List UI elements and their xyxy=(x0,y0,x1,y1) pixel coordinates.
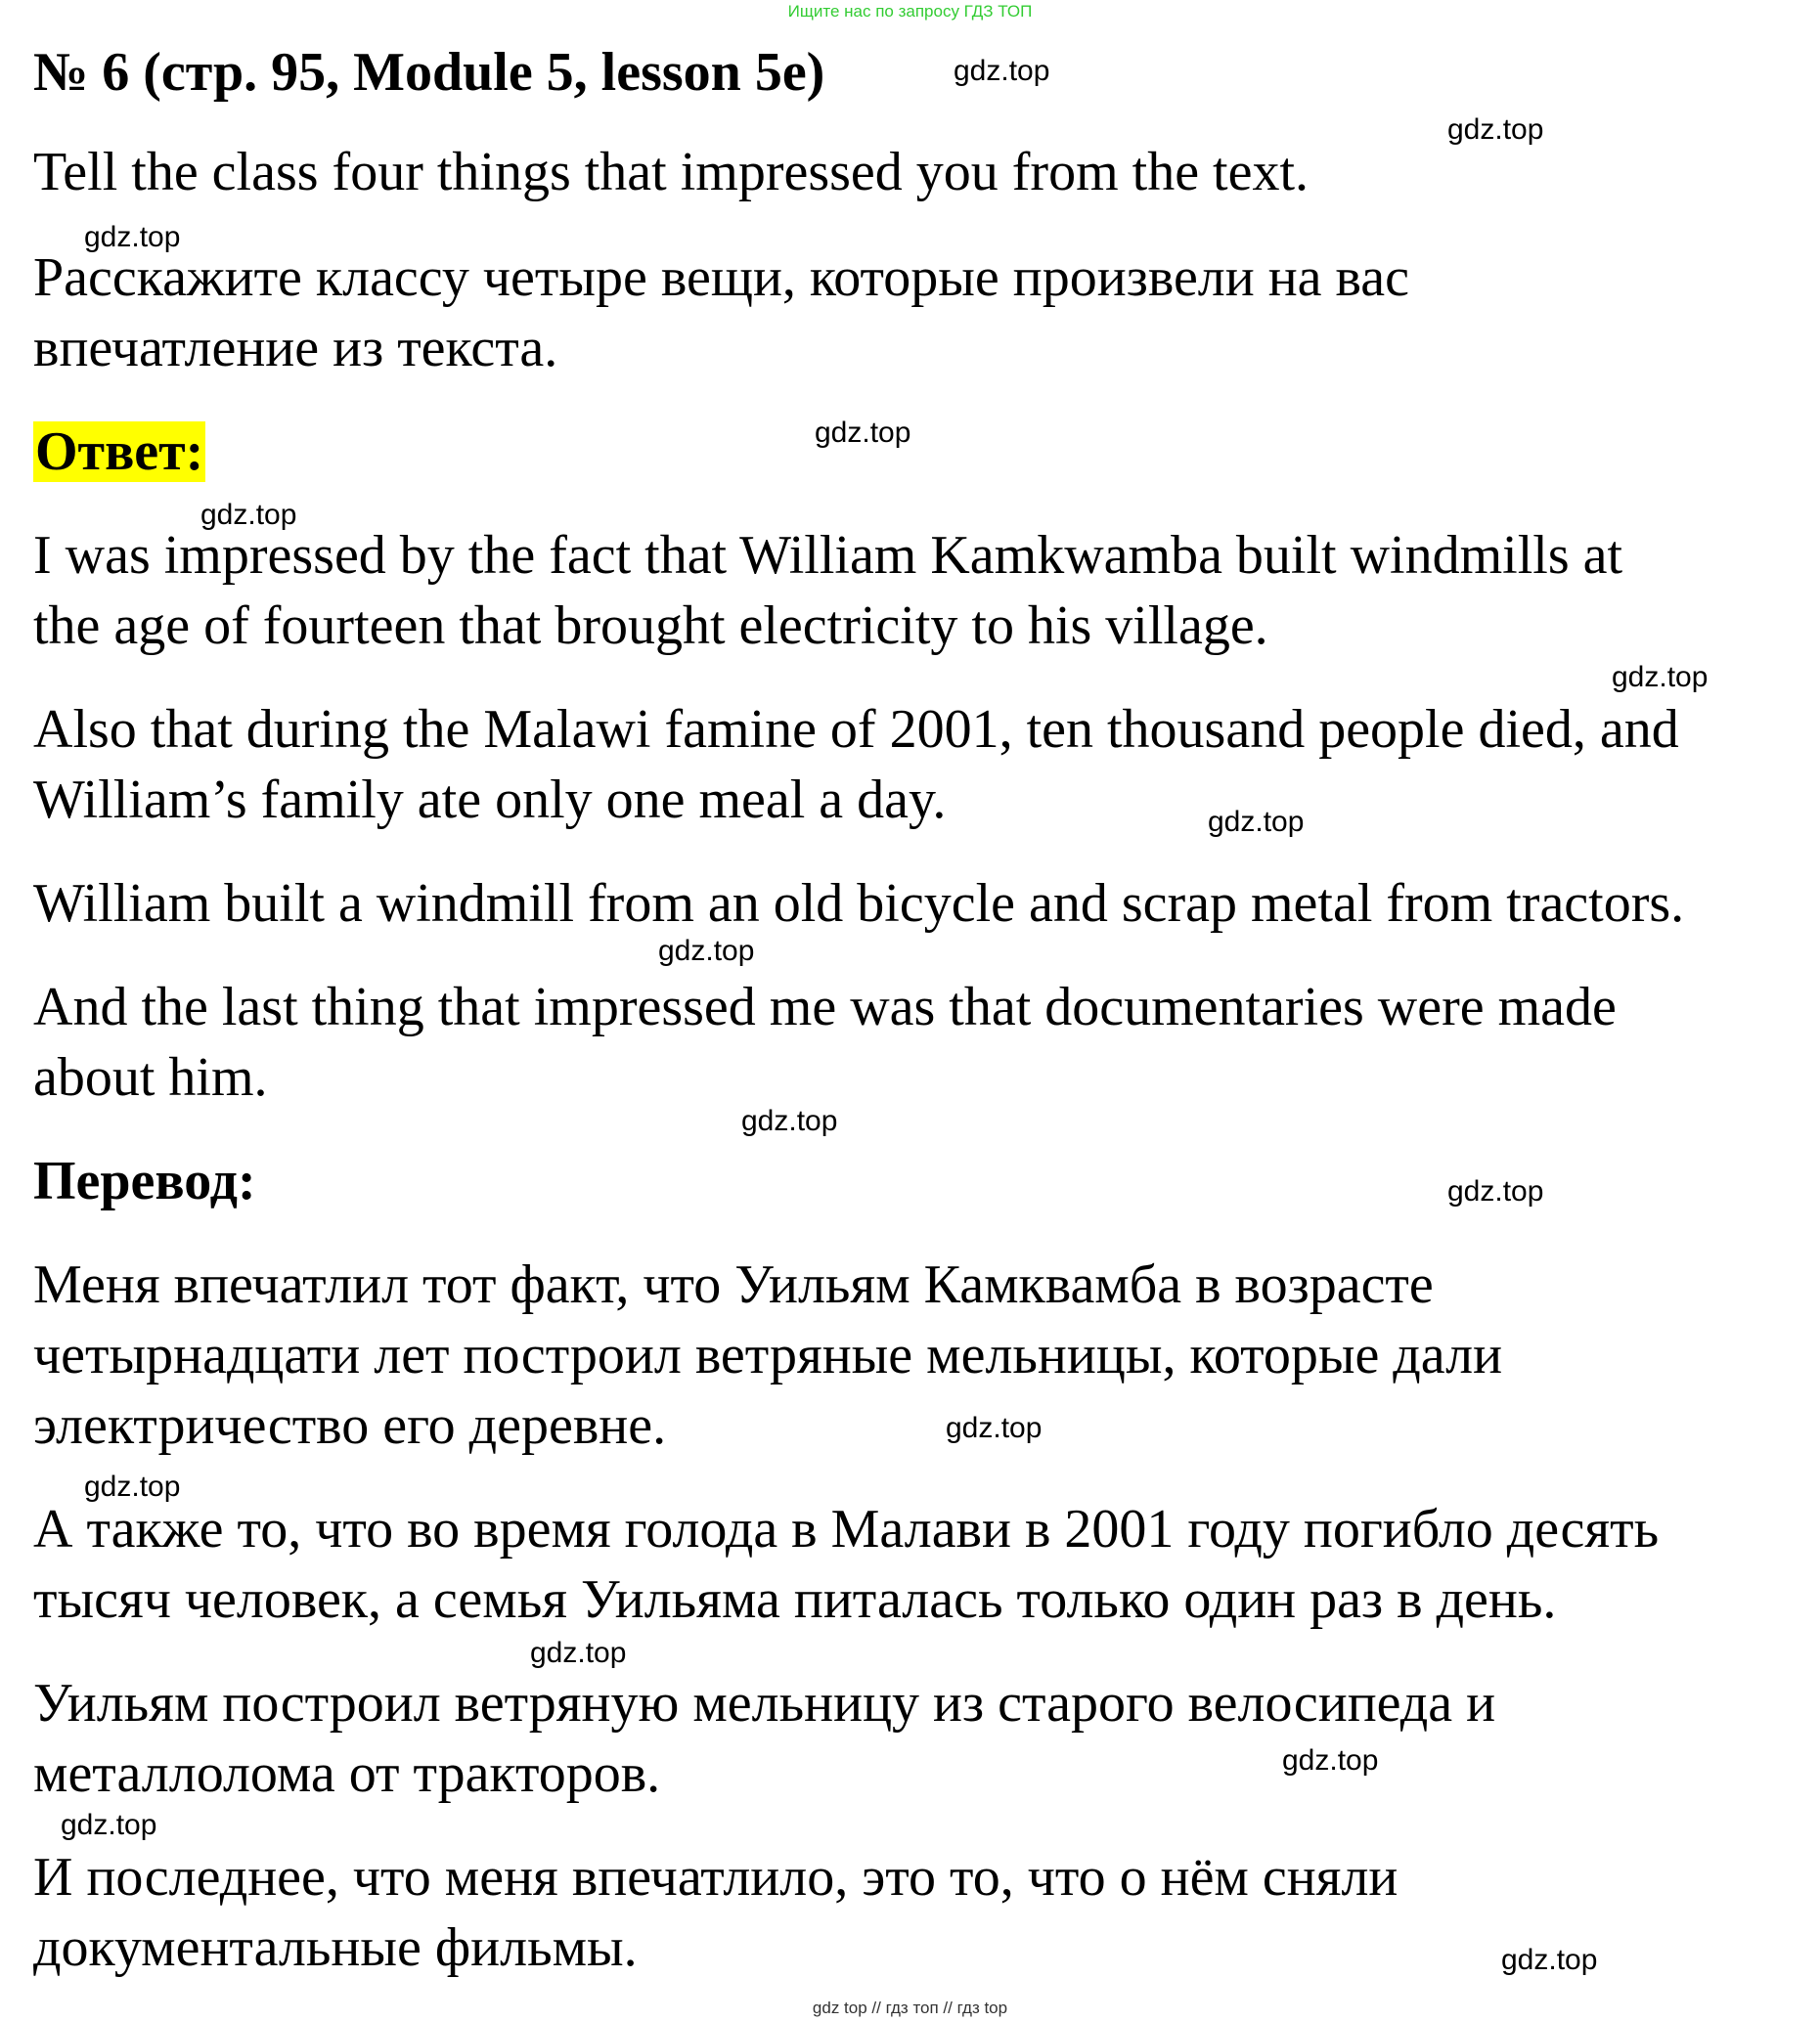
translation-line: документальные фильмы. xyxy=(33,1917,638,1978)
footer-links: gdz top // гдз топ // гдз top xyxy=(812,1999,1008,2017)
watermark: gdz.top xyxy=(1447,113,1544,146)
page-title: № 6 (стр. 95, Module 5, lesson 5e) xyxy=(33,42,825,103)
watermark: gdz.top xyxy=(84,221,181,253)
answer-line: And the last thing that impressed me was that documentaries were made xyxy=(33,977,1617,1037)
search-banner: Ищите нас по запросу ГДЗ ТОП xyxy=(787,2,1033,21)
answer-line: William’s family ate only one meal a day. xyxy=(33,769,947,830)
translation-line: электричество его деревне. xyxy=(33,1395,667,1456)
translation-line: А также то, что во время голода в Малави в 2001 году погибло десять xyxy=(33,1499,1660,1560)
watermark: gdz.top xyxy=(1208,806,1305,838)
watermark: gdz.top xyxy=(741,1105,838,1137)
translation-heading: Перевод: xyxy=(33,1151,256,1211)
answer-line: the age of fourteen that brought electricity to his village. xyxy=(33,595,1268,656)
watermark: gdz.top xyxy=(815,417,911,449)
answer-paragraph-2 xyxy=(33,694,1679,835)
answer-paragraph-1 xyxy=(33,520,1622,661)
translation-paragraph-2 xyxy=(33,1494,1659,1635)
task-russian-line: Расскажите классу четыре вещи, которые произвели на вас xyxy=(33,247,1409,308)
translation-line: тысяч человек, а семья Уильяма питалась только один раз в день. xyxy=(33,1569,1557,1630)
task-russian xyxy=(33,242,1409,383)
watermark: gdz.top xyxy=(84,1471,181,1503)
answer-line: Also that during the Malawi famine of 2001, ten thousand people died, and xyxy=(33,699,1679,760)
answer-heading-text: Ответ: xyxy=(35,421,204,482)
watermark: gdz.top xyxy=(658,935,755,967)
watermark: gdz.top xyxy=(530,1637,627,1669)
watermark: gdz.top xyxy=(946,1412,1043,1444)
answer-line: I was impressed by the fact that William Kamkwamba built windmills at xyxy=(33,525,1623,586)
watermark: gdz.top xyxy=(954,55,1050,87)
translation-line: И последнее, что меня впечатлило, это то, что о нём сняли xyxy=(33,1847,1398,1908)
watermark: gdz.top xyxy=(200,499,297,531)
watermark: gdz.top xyxy=(61,1809,157,1841)
translation-line: Меня впечатлил тот факт, что Уильям Камквамба в возрасте xyxy=(33,1254,1434,1315)
answer-line: about him. xyxy=(33,1047,268,1108)
watermark: gdz.top xyxy=(1282,1744,1379,1777)
translation-line: металлолома от тракторов. xyxy=(33,1743,661,1804)
translation-paragraph-3 xyxy=(33,1668,1495,1809)
translation-line: Уильям построил ветряную мельницу из старого велосипеда и xyxy=(33,1673,1496,1734)
translation-line: четырнадцати лет построил ветряные мельницы, которые дали xyxy=(33,1325,1503,1385)
task-english: Tell the class four things that impressed you from the text. xyxy=(33,142,1310,202)
answer-line: William built a windmill from an old bicycle and scrap metal from tractors. xyxy=(33,873,1685,934)
watermark: gdz.top xyxy=(1612,661,1709,693)
watermark: gdz.top xyxy=(1447,1175,1544,1208)
answer-paragraph-3 xyxy=(33,868,1684,939)
translation-paragraph-4 xyxy=(33,1842,1398,1983)
answer-heading xyxy=(33,417,205,487)
watermark: gdz.top xyxy=(1501,1944,1598,1976)
translation-paragraph-1 xyxy=(33,1250,1502,1461)
answer-paragraph-4 xyxy=(33,972,1617,1113)
task-russian-line: впечатление из текста. xyxy=(33,318,558,378)
